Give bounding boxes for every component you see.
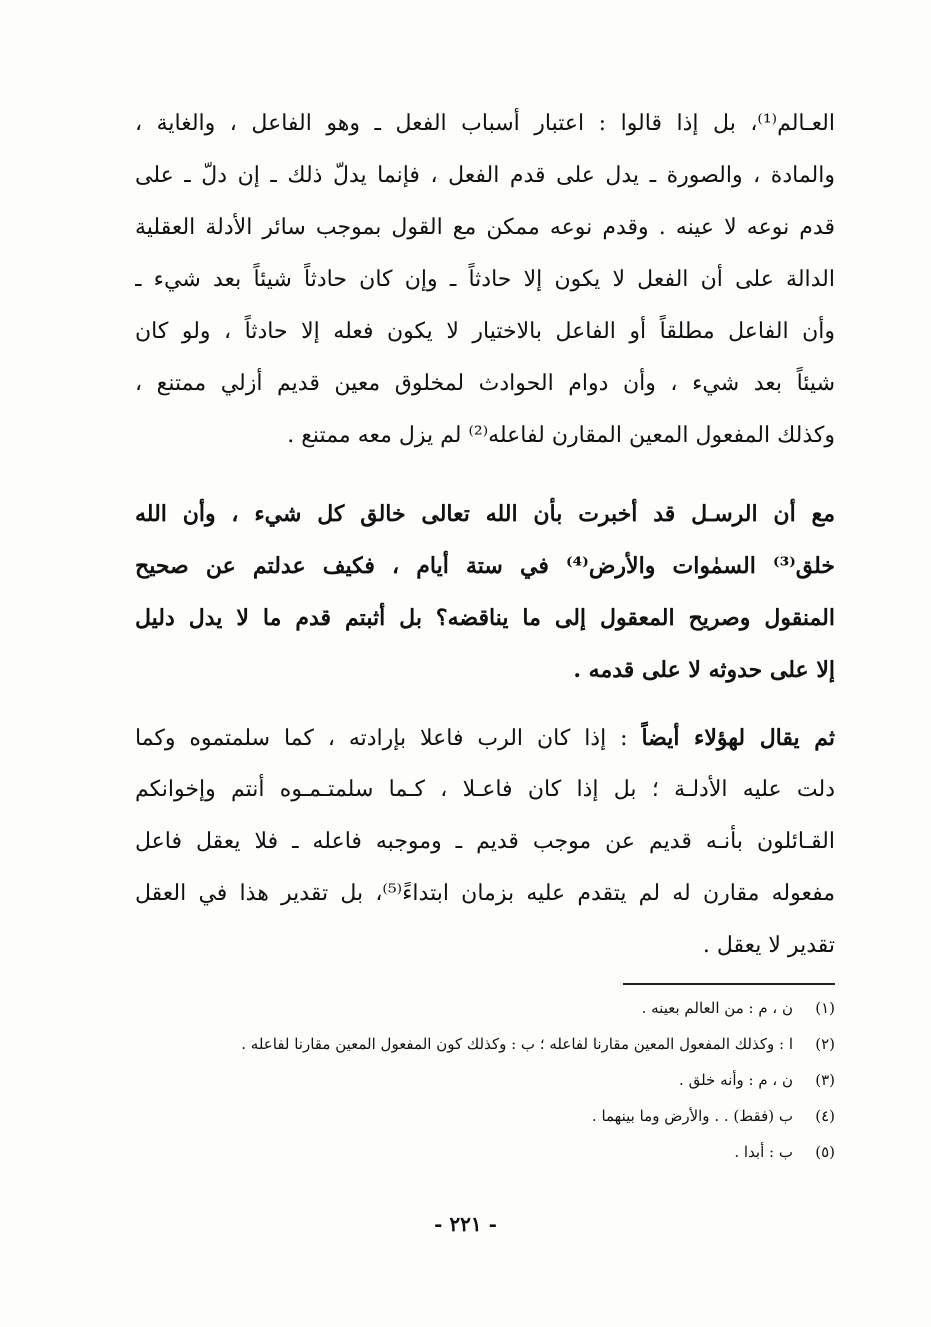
page-number: - ٢٢١ -	[434, 1212, 497, 1236]
text-line: مفعوله مقارن له لم يتقدم عليه بزمان ابتداءً⁽⁵⁾، بل تقدير هذا في العقل	[135, 881, 835, 906]
text-line: العـالم⁽¹⁾، بل إذا قالوا : اعتبار أسباب الفعل ـ وهو الفاعل ، والغاية ،	[135, 111, 835, 136]
text-line: والمادة ، والصورة ـ يدل على قدم الفعل ، فإنما يدلّ ذلك ـ إن دلّ ـ على	[135, 163, 835, 188]
footnote-divider	[623, 983, 835, 985]
footnote-number: (١)	[815, 999, 835, 1017]
paragraph-1	[135, 98, 835, 462]
text-line: وأن الفاعل مطلقاً أو الفاعل بالاختيار لا يكون فعله إلا حادثاً ، ولو كان	[135, 319, 835, 344]
footnote-number: (٥)	[815, 1143, 835, 1161]
footnote-text: ن ، م : من العالم بعينه .	[641, 999, 793, 1017]
text-line: القـائلون بأنـه قديم عن موجب قديم ـ وموجبه فاعله ـ فلا يعقل فاعل	[135, 829, 835, 854]
footnote	[135, 1026, 835, 1062]
text-line: شيئاً بعد شيء ، وأن دوام الحوادث لمخلوق معين قديم أزلي ممتنع ،	[135, 371, 835, 396]
footnote	[135, 990, 835, 1026]
footnote-number: (٤)	[815, 1107, 835, 1125]
text-line: تقدير لا يعقل .	[702, 933, 835, 958]
text-line-rest: : إذا كان الرب فاعلا بإرادته ، كما سلمتموه وكما	[135, 726, 642, 751]
text-line: خلق⁽³⁾ السمٰوات والأرض⁽⁴⁾ في ستة أيام ، فكيف عدلتم عن صحيح	[135, 553, 835, 579]
paragraph-lead: ثم يقال لهؤلاء أيضاً	[641, 725, 835, 751]
text-line: وكذلك المفعول المعين المقارن لفاعله⁽²⁾ لم يزل معه ممتنع .	[287, 423, 835, 448]
footnotes	[135, 990, 835, 1170]
footnote-text: ن ، م : وأنه خلق .	[679, 1071, 793, 1089]
footnote	[135, 1134, 835, 1170]
text-line: دلت عليه الأدلـة ؛ بل إذا كان فاعـلا ، كـما سلمتـمـوه أنتم وإخوانكم	[135, 777, 835, 802]
text-line: قدم نوعه لا عينه . وقدم نوعه ممكن مع القول بموجب سائر الأدلة العقلية	[135, 215, 835, 240]
footnote	[135, 1062, 835, 1098]
text-line: مع أن الرسـل قد أخبرت بأن الله تعالى خالق كل شيء ، وأن الله	[135, 501, 835, 527]
footnote-text: ب : أبدا .	[734, 1143, 793, 1161]
footnote	[135, 1098, 835, 1134]
footnote-number: (٣)	[815, 1071, 835, 1089]
footnote-number: (٢)	[815, 1035, 835, 1053]
text-line: إلا على حدوثه لا على قدمه .	[573, 657, 835, 683]
text-line-with-lead	[135, 712, 835, 764]
paragraph-3	[135, 712, 835, 972]
text-line: المنقول وصريح المعقول إلى ما يناقضه؟ بل أثبتم قدم ما لا يدل دليل	[135, 605, 835, 631]
footnote-text: ب (فقط) . . والأرض وما بينهما .	[591, 1107, 793, 1125]
footnote-text: ا : وكذلك المفعول المعين مقارنا لفاعله ؛ ب : وكذلك كون المفعول المعين مقارنا لفاعله .	[241, 1035, 793, 1053]
paragraph-2	[135, 488, 835, 696]
text-line: الدالة على أن الفعل لا يكون إلا حادثاً ـ وإن كان حادثاً شيئاً بعد شيء ـ	[135, 267, 835, 292]
